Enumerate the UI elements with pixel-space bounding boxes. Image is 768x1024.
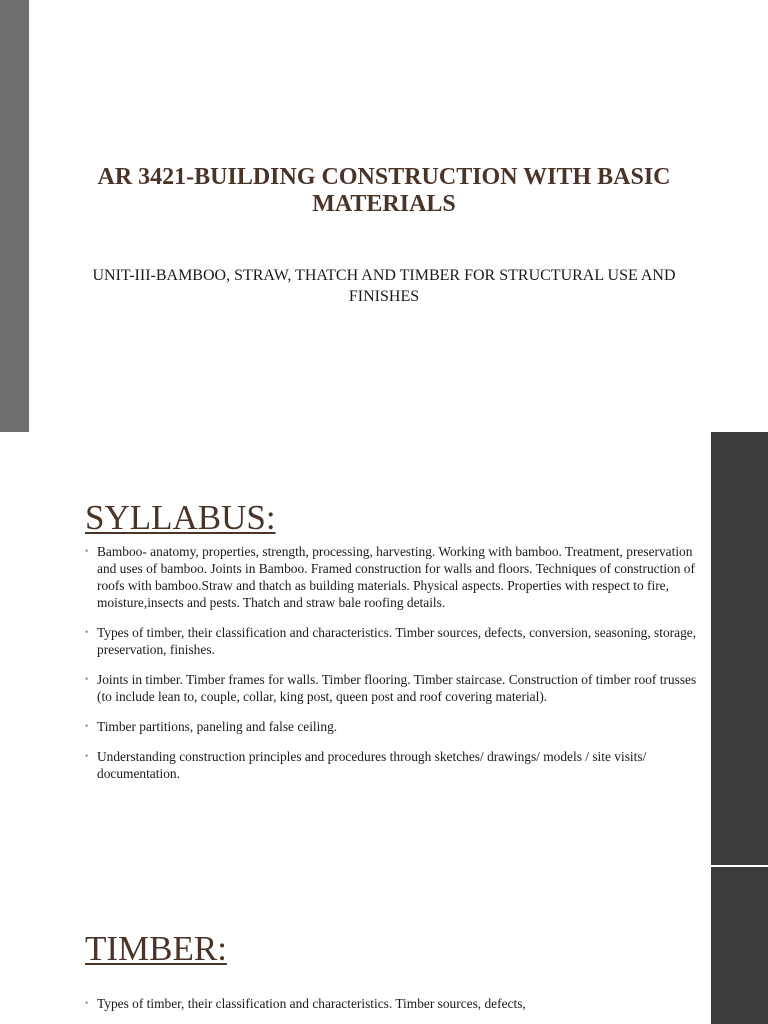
bullet-icon: • (85, 998, 89, 1008)
bullet-text: Types of timber, their classification and characteristics. Timber sources, defects, conversion, seasoning, storage, preservation, finishes. (97, 625, 697, 657)
bullet-text: Understanding construction principles and procedures through sketches/ drawings/ models / site visits/ documentation. (97, 749, 647, 781)
bullet-text: Timber partitions, paneling and false ceiling. (97, 719, 338, 734)
course-title: AR 3421-BUILDING CONSTRUCTION WITH BASIC MATERIALS (97, 164, 671, 217)
bullet-icon: • (85, 721, 89, 731)
unit-subtitle: UNIT-III-BAMBOO, STRAW, THATCH AND TIMBER FOR STRUCTURAL USE AND FINISHES (92, 267, 676, 305)
list-item (85, 624, 707, 658)
syllabus-list (85, 543, 707, 795)
bullet-text: Bamboo- anatomy, properties, strength, processing, harvesting. Working with bamboo. Treatment, preservation and uses of bamboo. Joints in Bamboo. Framed construction for walls and floors. Techniques of construction of roofs with bamboo.Straw and thatch as building materials. Physical aspects. Properties with respect to fire, moisture,insects and pests. Thatch and straw bale roofing details. (97, 544, 695, 610)
timber-heading: TIMBER: (85, 929, 227, 968)
bullet-icon: • (85, 751, 89, 761)
slide-divider (711, 865, 768, 867)
bullet-icon: • (85, 546, 89, 556)
bullet-icon: • (85, 627, 89, 637)
list-item (85, 543, 707, 611)
right-accent-bar (711, 432, 768, 865)
syllabus-heading: SYLLABUS: (85, 498, 276, 537)
list-item (85, 748, 707, 782)
list-item (85, 995, 707, 1012)
bullet-icon: • (85, 674, 89, 684)
timber-list (85, 995, 707, 1024)
left-accent-bar (0, 0, 29, 432)
bullet-text: Types of timber, their classification and characteristics. Timber sources, defects, (97, 996, 526, 1011)
timber-slide (0, 865, 768, 1024)
right-accent-bar (711, 865, 768, 1024)
list-item (85, 671, 707, 705)
title-slide (0, 0, 768, 432)
list-item (85, 718, 707, 735)
bullet-text: Joints in timber. Timber frames for walls. Timber flooring. Timber staircase. Construction of timber roof trusses (to include lean to, couple, collar, king post, queen post and roof covering material). (97, 672, 697, 704)
syllabus-slide (0, 432, 768, 865)
